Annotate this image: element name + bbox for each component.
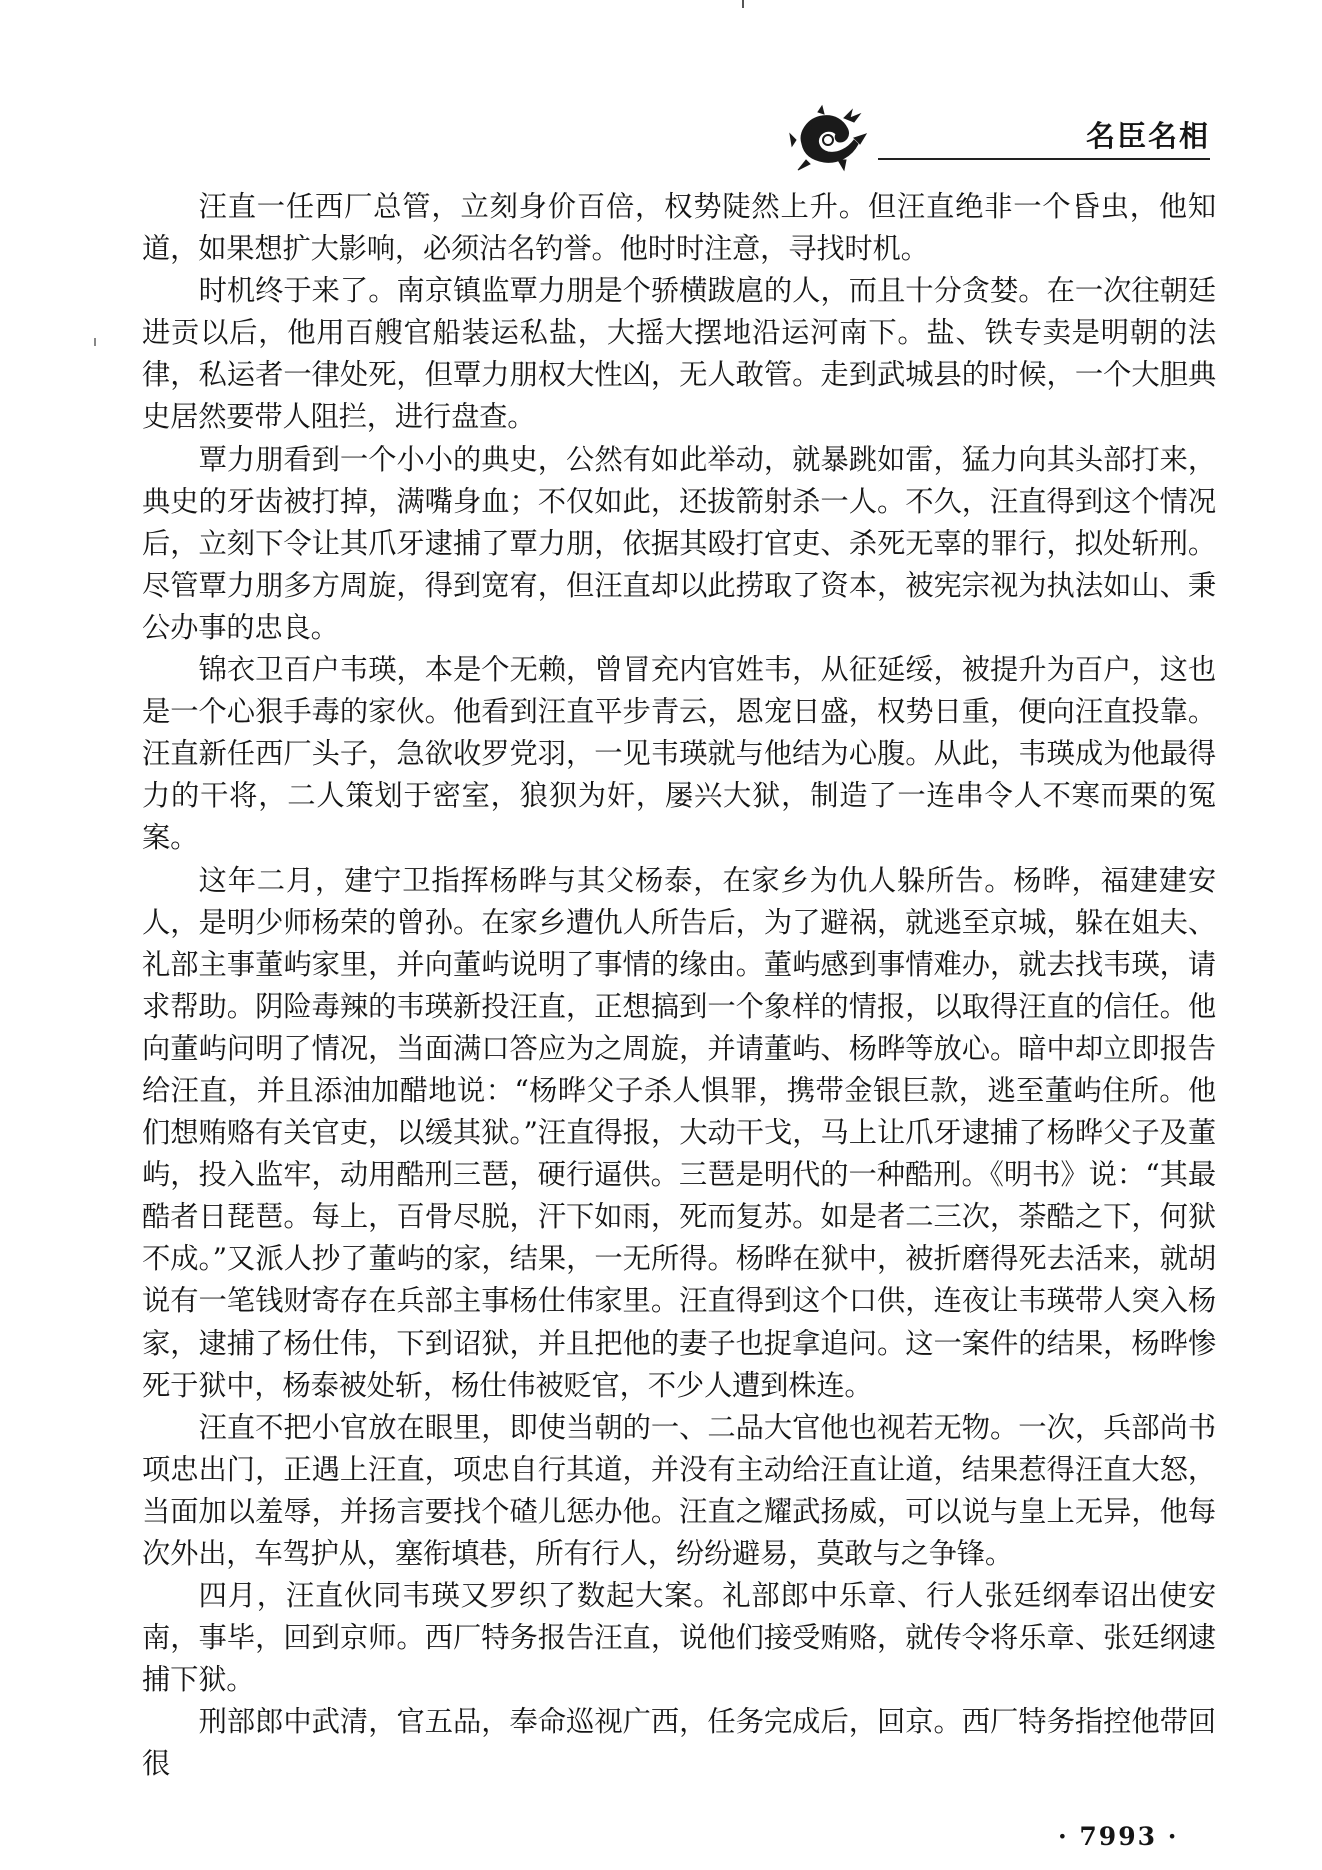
body-text	[142, 186, 1216, 1786]
page-number: · 7993 ·	[1058, 1822, 1179, 1851]
paragraph: 时机终于来了。南京镇监覃力朋是个骄横跋扈的人，而且十分贪婪。在一次往朝廷进贡以后，他用百艘官船装运私盐，大摇大摆地沿运河南下。盐、铁专卖是明朝的法律，私运者一律处死，但覃力朋权大性凶，无人敢管。走到武城县的时候，一个大胆典史居然要带人阻拦，进行盘查。	[142, 274, 1216, 434]
scan-mark-left	[94, 338, 96, 346]
paragraph: 刑部郎中武清，官五品，奉命巡视广西，任务完成后，回京。西厂特务指控他带回很	[142, 1705, 1216, 1781]
paragraph: 四月，汪直伙同韦瑛又罗织了数起大案。礼部郎中乐章、行人张廷纲奉诏出使安南，事毕，回到京师。西厂特务报告汪直，说他们接受贿赂，就传令将乐章、张廷纲逮捕下狱。	[142, 1579, 1216, 1697]
paragraph: 汪直一任西厂总管，立刻身价百倍，权势陡然上升。但汪直绝非一个昏虫，他知道，如果想扩大影响，必须沽名钓誉。他时时注意，寻找时机。	[142, 190, 1216, 266]
header-rule	[878, 158, 1210, 160]
paragraph: 这年二月，建宁卫指挥杨晔与其父杨泰，在家乡为仇人躲所告。杨晔，福建建安人，是明少师杨荣的曾孙。在家乡遭仇人所告后，为了避祸，就逃至京城，躲在姐夫、礼部主事董屿家里，并向董屿说明了事情的缘由。董屿感到事情难办，就去找韦瑛，请求帮助。阴险毒辣的韦瑛新投汪直，正想搞到一个象样的情报，以取得汪直的信任。他向董屿问明了情况，当面满口答应为之周旋，并请董屿、杨晔等放心。暗中却立即报告给汪直，并且添油加醋地说：“杨晔父子杀人惧罪，携带金银巨款，逃至董屿住所。他们想贿赂有关官吏，以缓其狱。”汪直得报，大动干戈，马上让爪牙逮捕了杨晔父子及董屿，投入监牢，动用酷刑三琶，硬行逼供。三琶是明代的一种酷刑。《明书》说：“其最酷者日琵琶。每上，百骨尽脱，汗下如雨，死而复苏。如是者二三次，荼酷之下，何狱不成。”又派人抄了董屿的家，结果，一无所得。杨晔在狱中，被折磨得死去活来，就胡说有一笔钱财寄存在兵部主事杨仕伟家里。汪直得到这个口供，连夜让韦瑛带人突入杨家，逮捕了杨仕伟，下到诏狱，并且把他的妻子也捉拿追问。这一案件的结果，杨晔惨死于狱中，杨泰被处斩，杨仕伟被贬官，不少人遭到株连。	[142, 863, 1216, 1402]
section-title: 名臣名相	[1085, 119, 1210, 153]
dragon-icon	[788, 104, 868, 172]
scan-mark-top	[742, 0, 744, 8]
paragraph: 覃力朋看到一个小小的典史，公然有如此举动，就暴跳如雷，猛力向其头部打来，典史的牙齿被打掉，满嘴身血；不仅如此，还拔箭射杀一人。不久，汪直得到这个情况后，立刻下令让其爪牙逮捕了覃力朋，依据其殴打官吏、杀死无辜的罪行，拟处斩刑。尽管覃力朋多方周旋，得到宽宥，但汪直却以此捞取了资本，被宪宗视为执法如山、秉公办事的忠良。	[142, 442, 1216, 644]
paragraph: 锦衣卫百户韦瑛，本是个无赖，曾冒充内官姓韦，从征延绥，被提升为百户，这也是一个心狠手毒的家伙。他看到汪直平步青云，恩宠日盛，权势日重，便向汪直投靠。汪直新任西厂头子，急欲收罗党羽，一见韦瑛就与他结为心腹。从此，韦瑛成为他最得力的干将，二人策划于密室，狼狈为奸，屡兴大狱，制造了一连串令人不寒而栗的冤案。	[142, 653, 1216, 855]
paragraph: 汪直不把小官放在眼里，即使当朝的一、二品大官他也视若无物。一次，兵部尚书项忠出门，正遇上汪直，项忠自行其道，并没有主动给汪直让道，结果惹得汪直大怒，当面加以羞辱，并扬言要找个碴儿惩办他。汪直之耀武扬威，可以说与皇上无异，他每次外出，车驾护从，塞衔填巷，所有行人，纷纷避易，莫敢与之争锋。	[142, 1410, 1216, 1570]
page-header	[780, 100, 1210, 180]
